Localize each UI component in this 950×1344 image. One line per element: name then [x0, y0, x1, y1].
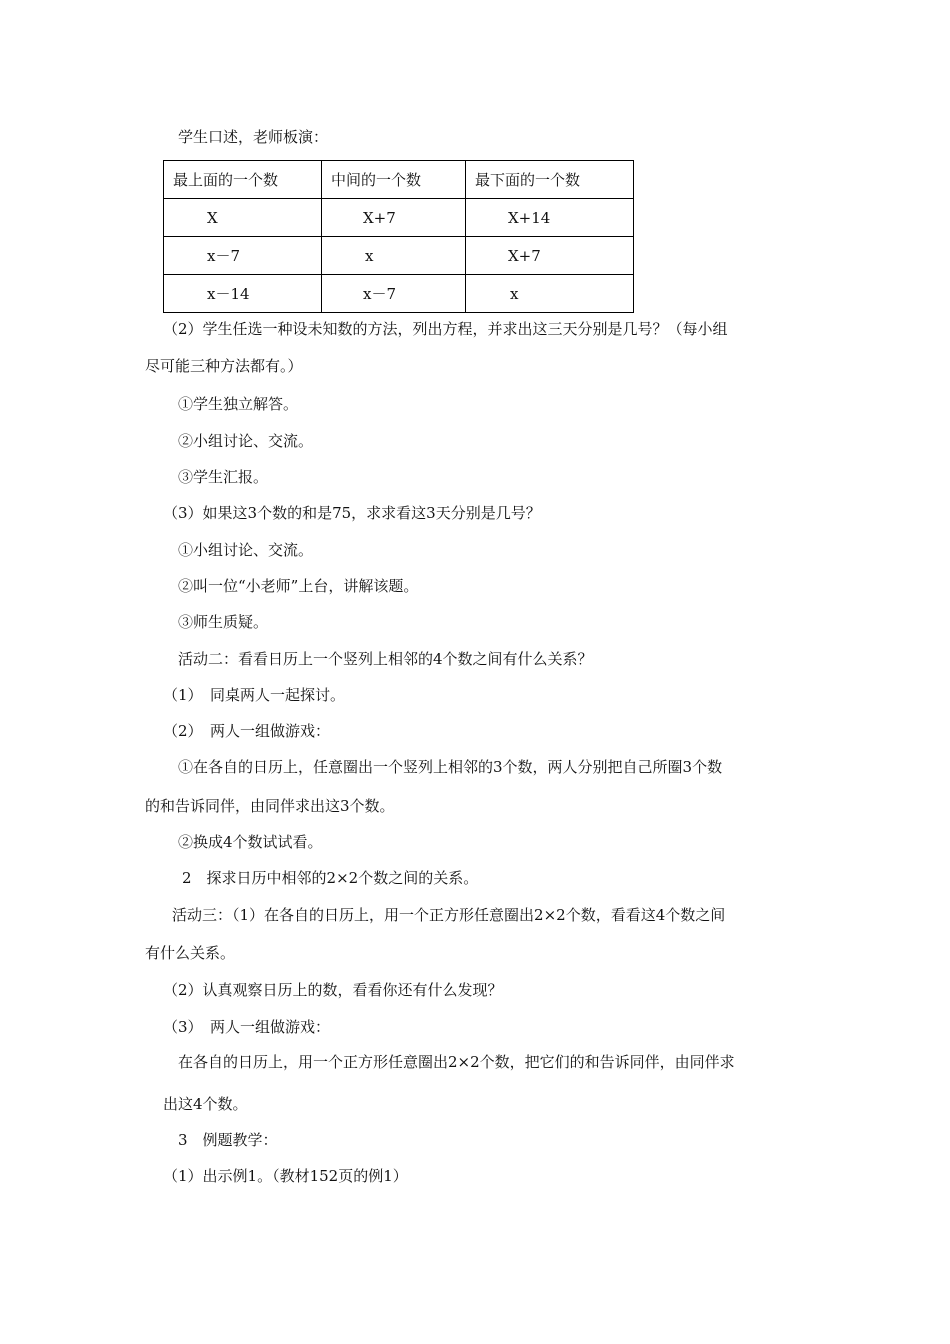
paragraph-line: （2）学生任选一种设未知数的方法，列出方程，并求出这三天分别是几号？（每小组 — [163, 320, 728, 338]
list-item: ③师生质疑。 — [178, 613, 269, 631]
section-heading: 活动三：（1）在各自的日历上，用一个正方形任意圈出2×2个数，看看这4个数之间 — [172, 906, 726, 924]
paragraph-line: （1） 同桌两人一起探讨。 — [163, 686, 346, 704]
list-item: ①学生独立解答。 — [178, 395, 299, 413]
list-item: ②换成4个数试试看。 — [178, 833, 323, 851]
table-cell: x－14 — [164, 275, 322, 313]
table-cell: X+7 — [322, 199, 466, 237]
table-cell: x — [322, 237, 466, 275]
table-cell: X+14 — [466, 199, 634, 237]
table-header-cell: 中间的一个数 — [322, 161, 466, 199]
paragraph-line: 在各自的日历上，用一个正方形任意圈出2×2个数，把它们的和告诉同伴，由同伴求 — [178, 1053, 735, 1071]
paragraph-line: （2）认真观察日历上的数，看看你还有什么发现？ — [163, 981, 503, 999]
table-header-cell: 最上面的一个数 — [164, 161, 322, 199]
paragraph-line: （2） 两人一组做游戏： — [163, 722, 331, 740]
table-cell: X+7 — [466, 237, 634, 275]
table-header-row — [164, 161, 634, 199]
intro-text: 学生口述，老师板演： — [178, 128, 329, 146]
number-table — [163, 160, 634, 313]
list-item: ②小组讨论、交流。 — [178, 432, 314, 450]
paragraph-line: 有什么关系。 — [145, 944, 236, 962]
list-item: ③学生汇报。 — [178, 468, 269, 486]
paragraph-line: （3）如果这3个数的和是75，求求看这3天分别是几号？ — [163, 504, 541, 522]
section-heading: 活动二：看看日历上一个竖列上相邻的4个数之间有什么关系？ — [178, 650, 593, 668]
paragraph-line: 出这4个数。 — [163, 1095, 248, 1113]
list-item: ①小组讨论、交流。 — [178, 541, 314, 559]
table-cell: x — [466, 275, 634, 313]
list-item: ①在各自的日历上，任意圈出一个竖列上相邻的3个数，两人分别把自己所圈3个数 — [178, 758, 723, 776]
table-cell: x－7 — [322, 275, 466, 313]
paragraph-line: 的和告诉同伴，由同伴求出这3个数。 — [145, 797, 395, 815]
paragraph-line: 尽可能三种方法都有。） — [145, 357, 303, 375]
section-heading: 2 探求日历中相邻的2×2个数之间的关系。 — [182, 869, 479, 887]
paragraph-line: （3） 两人一组做游戏： — [163, 1018, 331, 1036]
table-row — [164, 199, 634, 237]
table-row — [164, 275, 634, 313]
table-header-cell: 最下面的一个数 — [466, 161, 634, 199]
table-cell: X — [164, 199, 322, 237]
table-cell: x－7 — [164, 237, 322, 275]
table-row — [164, 237, 634, 275]
section-heading: 3 例题教学： — [178, 1131, 278, 1149]
paragraph-line: （1）出示例1。（教材152页的例1） — [163, 1167, 408, 1185]
list-item: ②叫一位“小老师”上台，讲解该题。 — [178, 577, 419, 595]
